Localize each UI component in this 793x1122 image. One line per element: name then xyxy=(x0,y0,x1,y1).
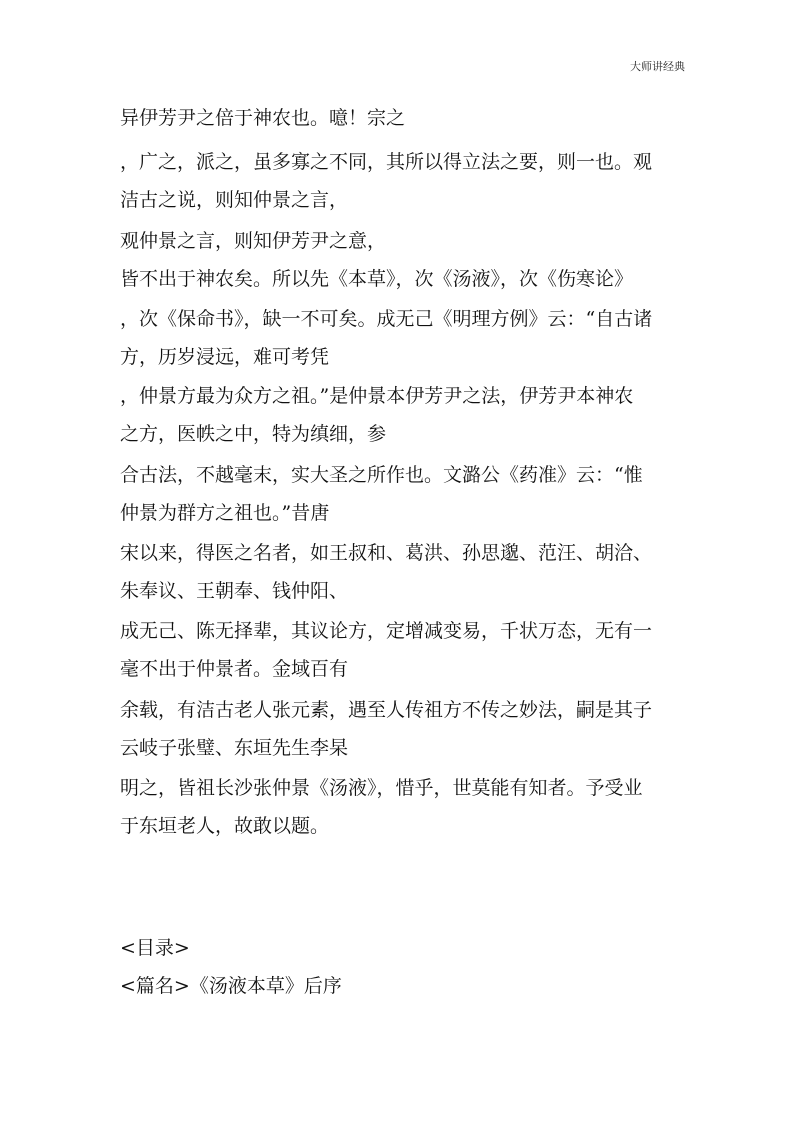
text-line: 云岐子张璧、东垣先生李杲 xyxy=(120,737,349,759)
text-line: 宋以来，得医之名者，如王叔和、葛洪、孙思邈、范汪、胡洽、 xyxy=(120,542,653,564)
text-line: 洁古之说，则知仲景之言， xyxy=(120,189,349,211)
text-line: 于东垣老人，故敢以题。 xyxy=(120,815,330,837)
text-line: ，广之，派之，虽多寡之不同，其所以得立法之要，则一也。观 xyxy=(120,151,653,173)
text-line: 成无己、陈无择辈，其议论方，定增减变易，千状万态，无有一 xyxy=(120,620,653,642)
text-line: 明之，皆祖长沙张仲景《汤液》，惜乎，世莫能有知者。予受业 xyxy=(120,777,643,799)
text-line: 合古法，不越毫末，实大圣之所作也。文潞公《药准》云：“惟 xyxy=(120,464,643,486)
toc-label: <目录> xyxy=(120,937,190,959)
text-line: 观仲景之言，则知伊芳尹之意， xyxy=(120,230,387,252)
text-line: 余载，有洁古老人张元素，遇至人传祖方不传之妙法，嗣是其子 xyxy=(120,699,653,721)
text-line: 之方，医帙之中，特为缜细，参 xyxy=(120,423,387,445)
text-line: 异伊芳尹之倍于神农也。噫！宗之 xyxy=(120,107,406,129)
text-line: ，次《保命书》，缺一不可矣。成无己《明理方例》云：“自古诸 xyxy=(120,308,653,330)
text-line: 皆不出于神农矣。所以先《本草》，次《汤液》，次《伤寒论》 xyxy=(120,268,634,290)
text-line: 仲景为群方之祖也。”昔唐 xyxy=(120,502,330,524)
text-line: 方，历岁浸远，难可考凭 xyxy=(120,346,330,368)
text-line: 毫不出于仲景者。金域百有 xyxy=(120,658,349,680)
text-line: 朱奉议、王朝奉、钱仲阳、 xyxy=(120,580,349,602)
page-header: 大师讲经典 xyxy=(630,60,685,73)
text-line: ，仲景方最为众方之祖。”是仲景本伊芳尹之法，伊芳尹本神农 xyxy=(120,385,634,407)
section-title: <篇名>《汤液本草》后序 xyxy=(120,975,342,997)
